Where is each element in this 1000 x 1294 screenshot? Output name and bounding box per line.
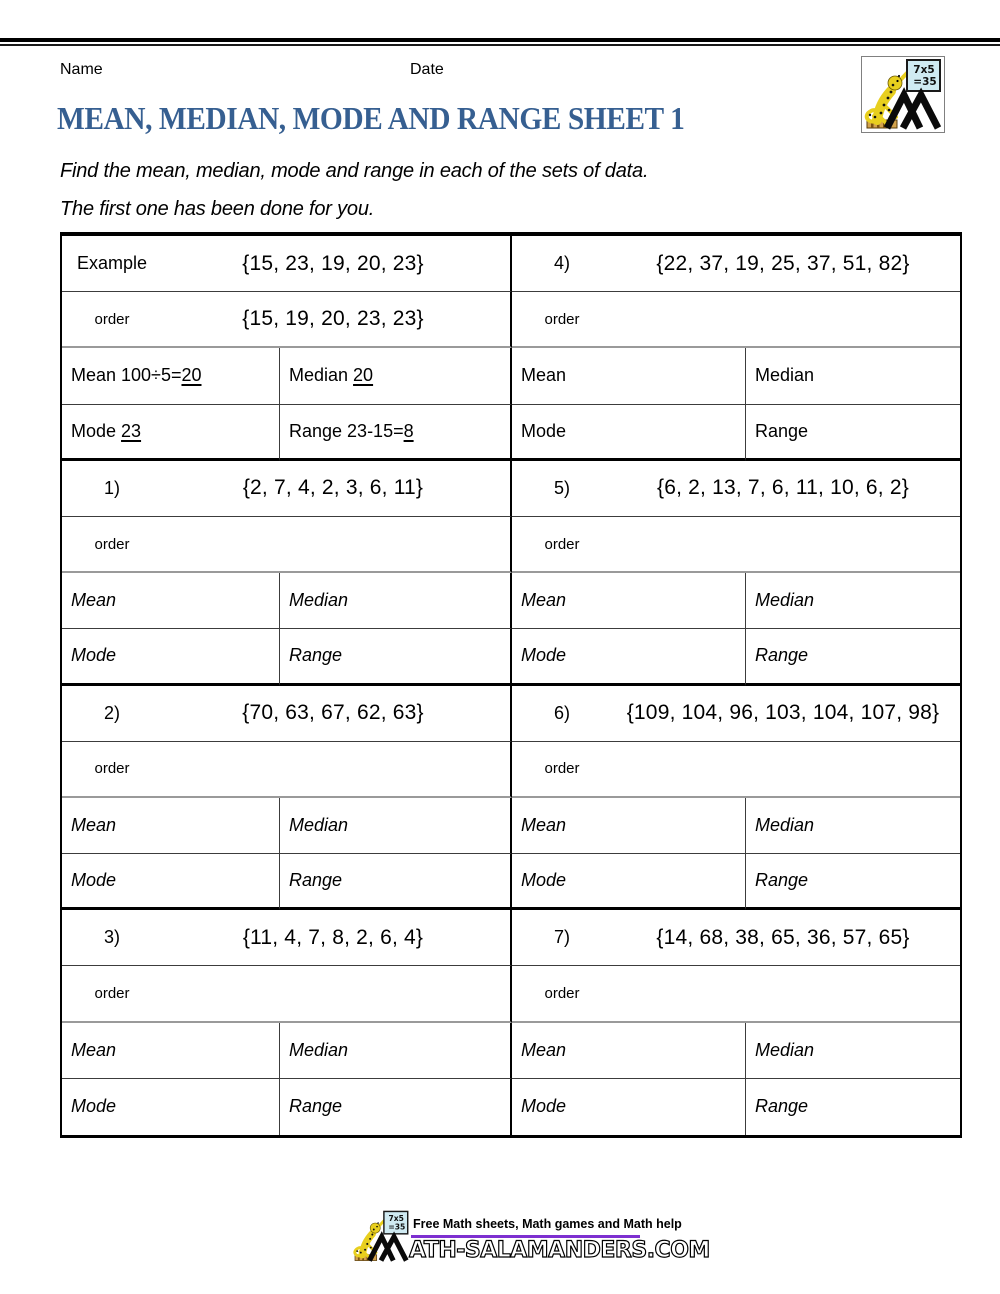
set-label: 2) bbox=[103, 702, 120, 723]
stat-cell-mean bbox=[62, 798, 280, 854]
order-row bbox=[512, 517, 960, 573]
stat-cell-range bbox=[746, 1079, 960, 1135]
page-title: MEAN, MEDIAN, MODE AND RANGE SHEET 1 bbox=[57, 100, 685, 136]
salamander-m-logo-icon bbox=[352, 1210, 410, 1262]
order-row bbox=[62, 966, 512, 1022]
stat-cell-mode bbox=[62, 1079, 280, 1135]
order-label: order bbox=[544, 760, 580, 778]
stat-cell-mean bbox=[62, 348, 280, 404]
stat-label: Range bbox=[755, 870, 809, 891]
stat-label: Mean bbox=[521, 590, 567, 611]
set-label: Example bbox=[76, 253, 148, 274]
stat-label: Median bbox=[289, 814, 349, 835]
top-rule-thin bbox=[0, 44, 1000, 46]
stat-label: Mode bbox=[521, 1096, 567, 1117]
set-row-3 bbox=[62, 910, 512, 966]
stat-cell-range bbox=[280, 405, 512, 461]
footer-tagline: Free Math sheets, Math games and Math help bbox=[413, 1217, 682, 1231]
stat-label: Range bbox=[289, 645, 343, 666]
stat-answer: 20 bbox=[181, 365, 202, 386]
stat-label: Range bbox=[755, 420, 809, 441]
stat-answer: 8 bbox=[403, 420, 414, 441]
footer-wordmark: ATH-SALAMANDERS.COM bbox=[409, 1238, 710, 1263]
stat-label: Median bbox=[289, 365, 354, 386]
stat-label: Median bbox=[755, 590, 815, 611]
instruction-line-2: The first one has been done for you. bbox=[60, 198, 375, 220]
stat-cell-mode bbox=[512, 1079, 746, 1135]
stat-cell-range bbox=[746, 854, 960, 910]
order-row bbox=[62, 517, 512, 573]
stat-cell-median bbox=[280, 573, 512, 629]
stat-label: Mean bbox=[521, 1039, 567, 1060]
order-label: order bbox=[94, 535, 130, 553]
set-values: {15, 23, 19, 20, 23} bbox=[242, 251, 424, 275]
set-values: {22, 37, 19, 25, 37, 51, 82} bbox=[656, 251, 910, 275]
stat-label: Median bbox=[755, 1039, 815, 1060]
stat-label: Mode bbox=[71, 420, 122, 441]
set-values: {6, 2, 13, 7, 6, 11, 10, 6, 2} bbox=[657, 476, 909, 500]
set-values: {70, 63, 67, 62, 63} bbox=[242, 701, 424, 725]
stat-cell-mean bbox=[512, 798, 746, 854]
stat-cell-range bbox=[280, 629, 512, 685]
order-row bbox=[62, 742, 512, 798]
stat-cell-mean bbox=[512, 348, 746, 404]
stat-label: Mean bbox=[521, 365, 567, 386]
set-row-5 bbox=[512, 461, 960, 517]
stat-cell-median bbox=[746, 348, 960, 404]
stat-label: Range bbox=[289, 1096, 343, 1117]
set-row-6 bbox=[512, 686, 960, 742]
date-label: Date bbox=[410, 61, 444, 78]
stat-answer: 20 bbox=[353, 365, 374, 386]
stat-cell-mode bbox=[512, 405, 746, 461]
stat-label: Median bbox=[289, 1039, 349, 1060]
stat-cell-median bbox=[280, 348, 512, 404]
set-label: 7) bbox=[553, 927, 570, 948]
set-label: 5) bbox=[553, 477, 570, 498]
stat-cell-range bbox=[280, 1079, 512, 1135]
stat-cell-mode bbox=[512, 854, 746, 910]
stat-cell-range bbox=[746, 629, 960, 685]
stat-label: Mean 100÷5= bbox=[71, 365, 182, 386]
stat-label: Range bbox=[755, 645, 809, 666]
stat-cell-median bbox=[280, 1023, 512, 1079]
stat-label: Mode bbox=[71, 1096, 117, 1117]
stat-cell-mode bbox=[512, 629, 746, 685]
order-label: order bbox=[94, 310, 130, 328]
stat-label: Mode bbox=[71, 645, 117, 666]
stat-cell-median bbox=[746, 1023, 960, 1079]
set-label: 4) bbox=[553, 253, 570, 274]
stat-cell-median bbox=[746, 573, 960, 629]
stat-label: Range 23-15= bbox=[289, 420, 404, 441]
stat-label: Range bbox=[755, 1096, 809, 1117]
stat-cell-mode bbox=[62, 405, 280, 461]
stat-cell-median bbox=[280, 798, 512, 854]
stat-label: Mode bbox=[71, 870, 117, 891]
stat-cell-mode bbox=[62, 629, 280, 685]
stat-label: Median bbox=[755, 365, 815, 386]
set-label: 6) bbox=[553, 702, 570, 723]
order-row bbox=[512, 742, 960, 798]
stat-label: Range bbox=[289, 870, 343, 891]
stat-label: Median bbox=[289, 590, 349, 611]
set-row-1 bbox=[62, 461, 512, 517]
set-row-7 bbox=[512, 910, 960, 966]
stat-label: Mode bbox=[521, 870, 567, 891]
order-label: order bbox=[544, 985, 580, 1003]
stat-label: Mean bbox=[521, 814, 567, 835]
stat-label: Mean bbox=[71, 1039, 117, 1060]
stat-label: Median bbox=[755, 814, 815, 835]
order-label: order bbox=[544, 535, 580, 553]
worksheet-table bbox=[60, 232, 962, 1138]
header-logo bbox=[861, 56, 945, 133]
order-label: order bbox=[94, 985, 130, 1003]
footer-logo bbox=[352, 1210, 410, 1267]
order-row bbox=[512, 966, 960, 1022]
stat-cell-mode bbox=[62, 854, 280, 910]
set-label: 3) bbox=[103, 927, 120, 948]
stat-label: Mean bbox=[71, 590, 117, 611]
stat-label: Mode bbox=[521, 420, 567, 441]
set-row-2 bbox=[62, 686, 512, 742]
order-label: order bbox=[94, 760, 130, 778]
set-values: {2, 7, 4, 2, 3, 6, 11} bbox=[242, 476, 424, 500]
stat-cell-mean bbox=[62, 1023, 280, 1079]
ordered-values: {15, 19, 20, 23, 23} bbox=[242, 307, 424, 331]
stat-cell-mean bbox=[62, 573, 280, 629]
instruction-line-1: Find the mean, median, mode and range in each of the sets of data. bbox=[60, 160, 649, 182]
stat-label: Mean bbox=[71, 814, 117, 835]
stat-cell-mean bbox=[512, 573, 746, 629]
set-row-example bbox=[62, 236, 512, 292]
stat-cell-range bbox=[746, 405, 960, 461]
set-row-4 bbox=[512, 236, 960, 292]
order-row bbox=[512, 292, 960, 348]
order-label: order bbox=[544, 310, 580, 328]
salamander-logo-icon bbox=[863, 58, 943, 130]
stat-label: Mode bbox=[521, 645, 567, 666]
set-values: {109, 104, 96, 103, 104, 107, 98} bbox=[626, 701, 940, 725]
set-label: 1) bbox=[103, 477, 120, 498]
name-label: Name bbox=[60, 61, 103, 78]
stat-cell-median bbox=[746, 798, 960, 854]
stat-cell-mean bbox=[512, 1023, 746, 1079]
order-row bbox=[62, 292, 512, 348]
top-rule-thick bbox=[0, 38, 1000, 42]
set-values: {14, 68, 38, 65, 36, 57, 65} bbox=[656, 925, 910, 949]
stat-cell-range bbox=[280, 854, 512, 910]
stat-answer: 23 bbox=[121, 420, 142, 441]
set-values: {11, 4, 7, 8, 2, 6, 4} bbox=[242, 925, 424, 949]
